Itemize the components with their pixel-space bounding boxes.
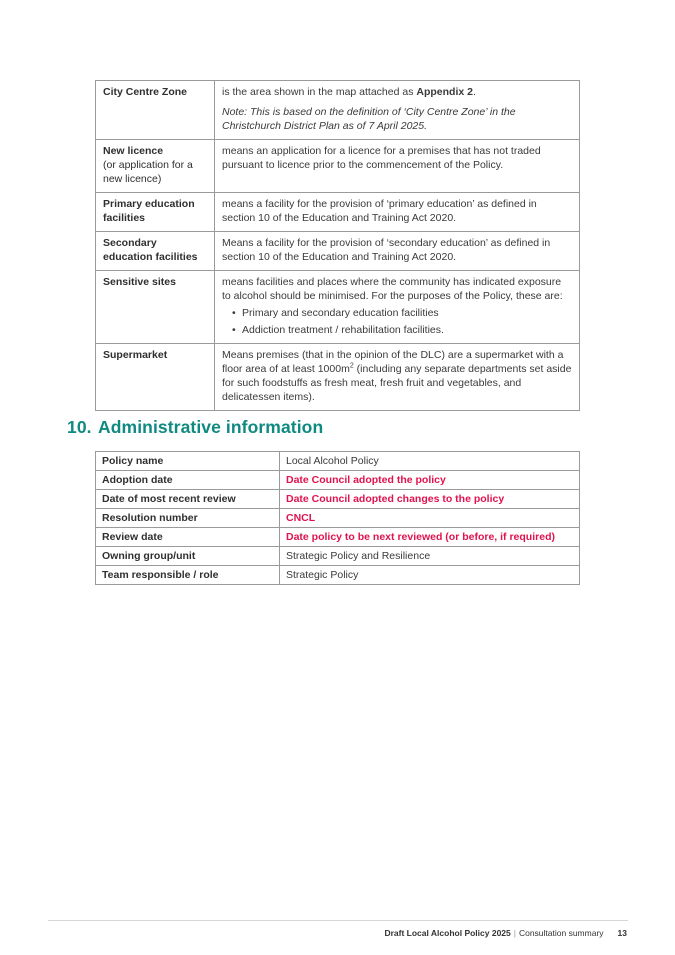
footer-title: Draft Local Alcohol Policy 2025 [384,928,511,938]
definitions-table [95,80,580,411]
definition-row [96,271,580,344]
sensitive-sites-list [222,306,572,337]
term-label: New licence [103,145,164,157]
desc-text: Means premises (that in the opinion of the DLC) are a supermarket with a floor area of at least 1000m [222,349,564,375]
bullet-icon: • [232,324,236,336]
page-footer [384,928,627,938]
desc-text: means an application for a licence for a premises that has not traded pursuant to licence prior to the commencement of the Policy. [222,145,541,171]
desc-text: means a facility for the provision of ‘primary education’ as defined in section 10 of the Education and Training Act 2020. [222,198,537,224]
table-row [96,471,580,490]
definition-term [96,193,215,232]
admin-field-placeholder-value: CNCL [280,509,580,528]
admin-field-label: Team responsible / role [96,566,280,585]
list-item [232,323,572,337]
table-row [96,452,580,471]
section-title: Administrative information [98,417,324,437]
table-row [96,509,580,528]
admin-field-value: Strategic Policy [280,566,580,585]
footer-divider [48,920,628,921]
admin-field-label: Review date [96,528,280,547]
list-item-text: Addiction treatment / rehabilitation facilities. [242,324,444,336]
desc-text: means facilities and places where the community has indicated exposure to alcohol should be minimised. For the purposes of the Policy, these are: [222,276,563,302]
admin-field-value: Strategic Policy and Resilience [280,547,580,566]
bullet-icon: • [232,307,236,319]
definition-term [96,232,215,271]
desc-text-end: (including any separate departments set aside for such foodstuffs as fresh meat, fresh fruit and vegetables, and delicatessen items). [222,363,572,403]
definition-description [215,344,580,411]
admin-field-label: Resolution number [96,509,280,528]
list-item [232,306,572,320]
definition-term [96,140,215,193]
table-row [96,566,580,585]
admin-field-placeholder-value: Date Council adopted changes to the policy [280,490,580,509]
definition-row [96,81,580,140]
definition-row [96,140,580,193]
admin-field-label: Policy name [96,452,280,471]
definition-description [215,232,580,271]
desc-text-end: . [472,86,476,98]
table-row [96,547,580,566]
definition-term [96,344,215,411]
desc-text: is the area shown in the map attached as [222,86,417,98]
term-label: City Centre Zone [103,86,188,98]
definition-description [215,81,580,140]
definition-description [215,271,580,344]
definition-term [96,81,215,140]
list-item-text: Primary and secondary education facilities [242,307,439,319]
definition-row [96,232,580,271]
admin-field-placeholder-value: Date Council adopted the policy [280,471,580,490]
definition-row [96,193,580,232]
term-label: Sensitive sites [103,276,176,288]
admin-field-label: Date of most recent review [96,490,280,509]
definition-description [215,193,580,232]
admin-field-label: Owning group/unit [96,547,280,566]
admin-info-table [95,451,580,585]
admin-field-label: Adoption date [96,471,280,490]
footer-separator: | [513,928,516,938]
appendix-reference: Appendix 2 [416,86,473,98]
term-sublabel: (or application for a new licence) [103,159,193,185]
footer-subtitle: Consultation summary [518,928,604,938]
table-row [96,528,580,547]
definition-term [96,271,215,344]
desc-text: Means a facility for the provision of ‘secondary education’ as defined in section 10 of the Education and Training Act 2020. [222,237,551,263]
table-row [96,490,580,509]
definition-note: Note: This is based on the definition of ‘City Centre Zone’ in the Christchurch District Plan as of 7 April 2025. [222,106,516,132]
section-heading [67,417,323,438]
admin-field-placeholder-value: Date policy to be next reviewed (or before, if required) [280,528,580,547]
definition-row [96,344,580,411]
superscript: 2 [349,362,354,370]
term-label: Supermarket [103,349,168,361]
term-label: Primary education facilities [103,198,195,224]
admin-field-value: Local Alcohol Policy [280,452,580,471]
definition-description [215,140,580,193]
page-number: 13 [617,928,627,938]
term-label: Secondary education facilities [103,237,198,263]
section-number: 10. [67,417,92,437]
